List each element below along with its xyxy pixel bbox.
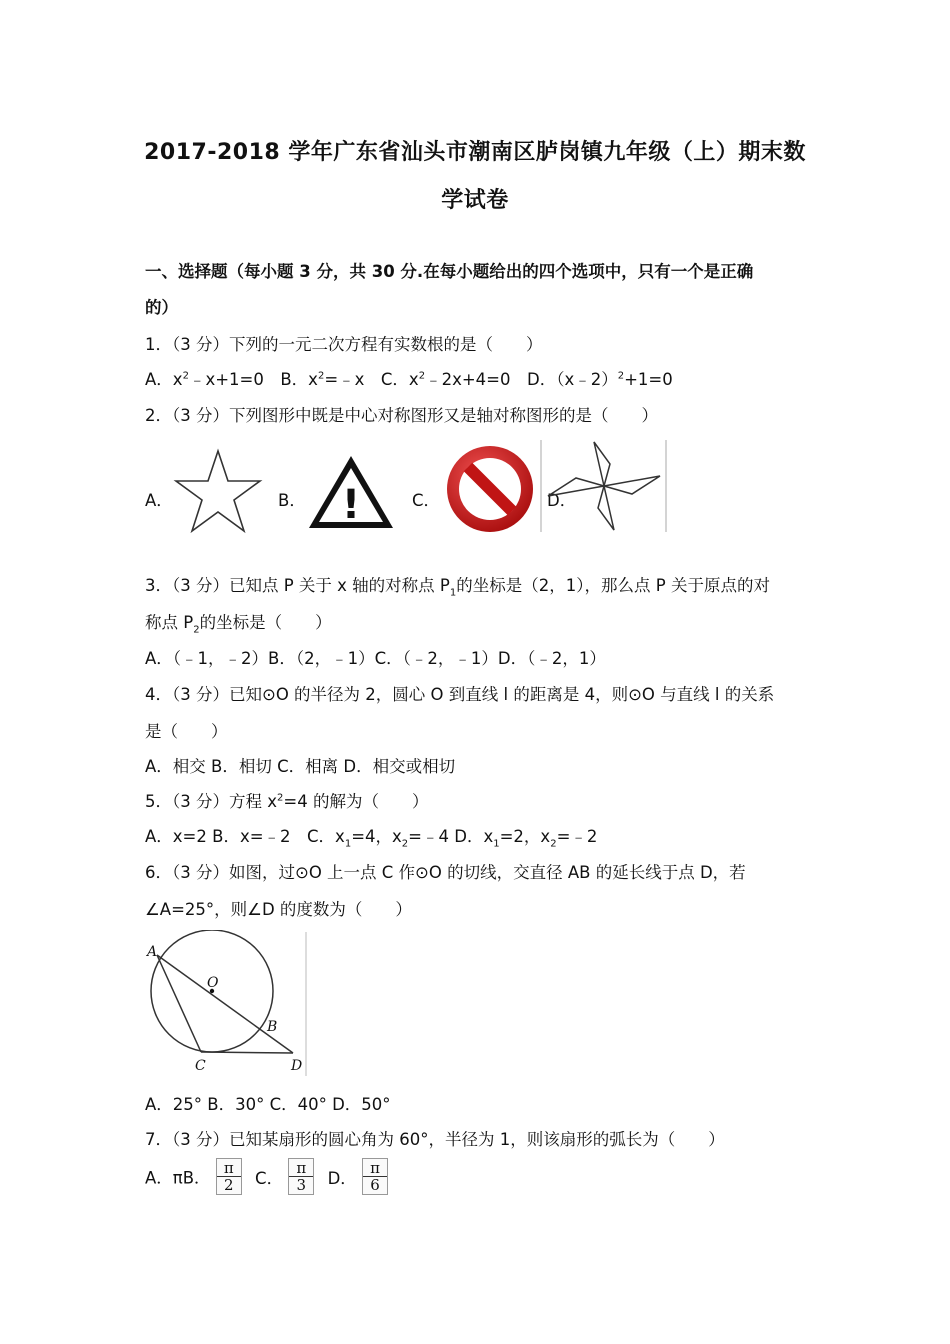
no-entry-sign-figure xyxy=(444,444,536,534)
q2-label-a: A． xyxy=(145,491,173,510)
point-b-label: B xyxy=(267,1019,278,1035)
fraction-pi-over-6: $\frac{\pi}{6}$ xyxy=(362,1158,388,1195)
pinwheel-figure xyxy=(540,438,668,534)
q3-options: A．（﹣1，﹣2）B．（2，﹣1）C．（﹣2，﹣1）D．（﹣2，1） xyxy=(145,649,606,668)
circle-tangent-figure xyxy=(143,930,309,1078)
paper-title-line1: 2017-2018 学年广东省汕头市潮南区胪岗镇九年级（上）期末数 xyxy=(144,140,806,165)
fraction-pi-over-3: $\frac{\pi}{3}$ xyxy=(288,1158,314,1195)
warning-mark: ! xyxy=(341,482,361,528)
paper-title-line2: 学试卷 xyxy=(441,188,509,213)
warning-sign-figure xyxy=(305,452,397,532)
q7-stem: 7．（3 分）已知某扇形的圆心角为 60°，半径为 1，则该扇形的弧长为（ ） xyxy=(145,1130,725,1149)
q1-stem: 1．（3 分）下列的一元二次方程有实数根的是（ ） xyxy=(145,335,543,354)
q6-options: A．25° B．30° C．40° D．50° xyxy=(145,1095,391,1114)
q1-options: A．$x^2﹣x+1=0$ B．$x^2=﹣x$ C．$x^2﹣2x+4=0$ D．（x﹣2）$^2$+1=0 xyxy=(145,370,673,389)
q7-options: A．πB． $\frac{\pi}{2}$ C． $\frac{\pi}{3}$ D． $\frac{\pi}{6}$ xyxy=(145,1158,388,1195)
point-o-label: O xyxy=(207,975,219,991)
star-figure xyxy=(172,445,264,535)
q5-stem: 5．（3 分）方程 $x^2=4$ 的解为（ ） xyxy=(145,792,429,811)
point-a-label: A xyxy=(147,944,158,960)
q4-stem-line1: 4．（3 分）已知⊙O 的半径为 2，圆心 O 到直线 l 的距离是 4，则⊙O 与直线 l 的关系 xyxy=(145,685,775,704)
fraction-pi-over-2: $\frac{\pi}{2}$ xyxy=(216,1158,242,1195)
q2-label-d: D． xyxy=(547,491,577,510)
q2-label-b: B． xyxy=(278,491,306,510)
q2-stem: 2．（3 分）下列图形中既是中心对称图形又是轴对称图形的是（ ） xyxy=(145,406,658,425)
q2-label-c: C． xyxy=(412,491,441,510)
q3-stem-line1: 3．（3 分）已知点 P 关于 x 轴的对称点 $P_1$的坐标是（2，1），那么点 P 关于原点的对 xyxy=(145,576,770,599)
q6-stem-line1: 6．（3 分）如图，过⊙O 上一点 C 作⊙O 的切线，交直径 AB 的延长线于点 D，若 xyxy=(145,863,746,882)
section-heading: 一、选择题（每小题 3 分，共 30 分.在每小题给出的四个选项中，只有一个是正确 xyxy=(145,262,754,281)
q5-options: A．x=2 B．x=﹣2 C．$x_1=4$，$x_2=﹣4$ D．$x_1=2$，$x_2=﹣2$ xyxy=(145,827,598,850)
q3-stem-line2: 称点 $P_2$的坐标是（ ） xyxy=(145,613,332,636)
q4-options: A．相交 B．相切 C．相离 D．相交或相切 xyxy=(145,757,456,776)
q6-stem-line2: ∠A=25°，则∠D 的度数为（ ） xyxy=(145,900,412,919)
section-heading-cont: 的） xyxy=(145,298,178,317)
q4-stem-line2: 是（ ） xyxy=(145,722,228,741)
point-c-label: C xyxy=(195,1058,206,1074)
point-d-label: D xyxy=(291,1058,303,1074)
